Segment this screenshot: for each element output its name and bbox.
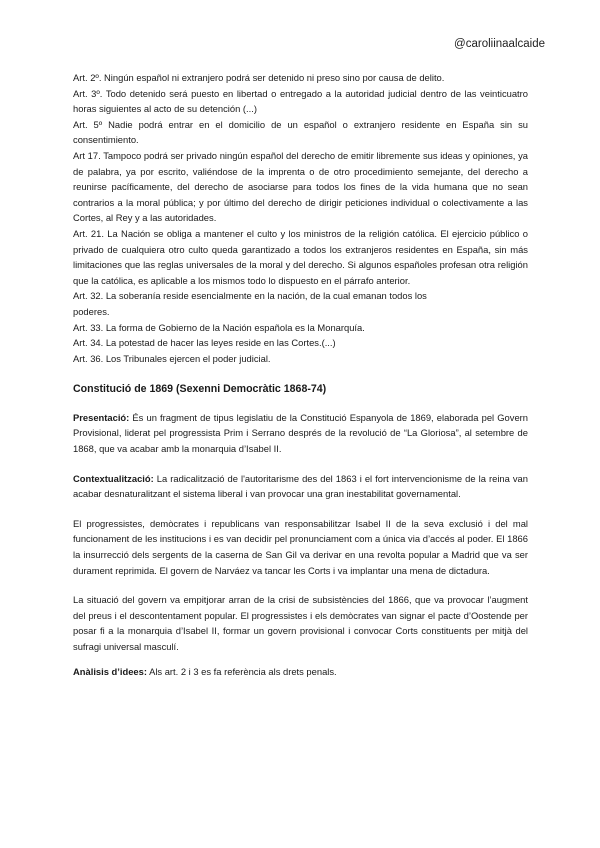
presentacio-label: Presentació: [73,411,130,423]
analisi-paragraph [73,664,528,680]
author-handle: @caroliinaalcaide [454,38,545,50]
spacer [73,578,528,592]
analisi-text: Als art. 2 i 3 es fa referència als drets penals. [146,665,337,677]
presentacio-text: És un fragment de tipus legislatiu de la Constitució Espanyola de 1869, elaborada pel Govern Provisional, liderat pel progressista Prim i Serrano després de la revolució de “La Gloriosa”, al setembre de 1868, que va acabar amb la monarquia d’Isabel II. [73,411,528,455]
contextualitzacio-text: La radicalització de l'autoritarisme des del 1863 i el fort intervencionisme de la reina van acabar desnaturalitzant el sistema liberal i van provocar una gran inestabilitat governamental. [73,472,528,500]
article-32: Art. 32. La soberanía reside esencialmente en la nación, de la cual emanan todos los [73,290,427,302]
article-36: Art. 36. Los Tribunales ejercen el poder judicial. [73,352,271,364]
contextualitzacio-paragraph [73,471,528,502]
article-21: Art. 21. La Nación se obliga a mantener el culto y los ministros de la religión católica. El ejercicio público o privado de cualquiera otro culto queda garantizado a todos los extranjeros residentes en España, sin más limitaciones que las reglas universales de la moral y del derecho. Si algunos españoles profesan otra religión que la católica, es aplicable a los mismos todo lo dispuesto en el párrafo anterior. [73,227,528,286]
contextualitzacio-label: Contextualització: [73,472,154,484]
analisi-label: Anàlisis d’idees: [73,665,147,677]
article-32-continuation: poderes. [73,305,110,317]
article-5: Art. 5º Nadie podrá entrar en el domicilio de un español o extranjero residente en España sin su consentimiento. [73,118,528,146]
article-34: Art. 34. La potestad de hacer las leyes reside en las Cortes.(...) [73,337,336,349]
article-17: Art 17. Tampoco podrá ser privado ningún español del derecho de emitir libremente sus ideas y opiniones, ya de palabra, ya por escrito, valiéndose de la imprenta o de otro procedimiento semejante, del derecho a reunirse pacíficamente, del derecho de asociarse para todos los fines de la vida humana que no sean contrarios a la moral pública; y por último del derecho de dirigir peticiones individual o colectivamente a las Cortes, al Rey y a las autoridades. [73,149,528,224]
paragraph-crisi: La situació del govern va empitjorar arran de la crisi de subsistències del 1866, que va provocar l’augment del preus i el descontentament popular. El progressistes i els demòcrates van signar el pacte d’Oostende per posar fi a la monarquia d’Isabel II, formar un govern provisional i convocar Corts constituents per mitjà del sufragi universal masculí. [73,594,528,652]
spacer [73,655,528,664]
document-body [73,70,528,679]
spacer [73,502,528,516]
article-3: Art. 3º. Todo detenido será puesto en libertad o entregado a la autoridad judicial dentro de las veinticuatro horas siguientes al acto de su detención (...) [73,87,528,115]
section-title: Constitució de 1869 (Sexenni Democràtic 1868-74) [73,383,327,396]
presentacio-paragraph [73,410,528,457]
paragraph-pronunciament: El progressistes, demòcrates i republicans van responsabilitzar Isabel II de la seva exclusió i del mal funcionament de les institucions i es van decidir pel pronunciament com a única via d’accés al poder. El 1866 la insurrecció dels sergents de la caserna de San Gil va derivar en una revolta popular a Madrid que va ser durament reprimida. El govern de Narváez va tancar les Corts i va implantar una mena de dictadura. [73,517,528,576]
article-2: Art. 2º. Ningún español ni extranjero podrá ser detenido ni preso sino por causa de delito. [73,72,445,83]
spacer [73,457,528,471]
article-33: Art. 33. La forma de Gobierno de la Nación española es la Monarquía. [73,321,365,333]
